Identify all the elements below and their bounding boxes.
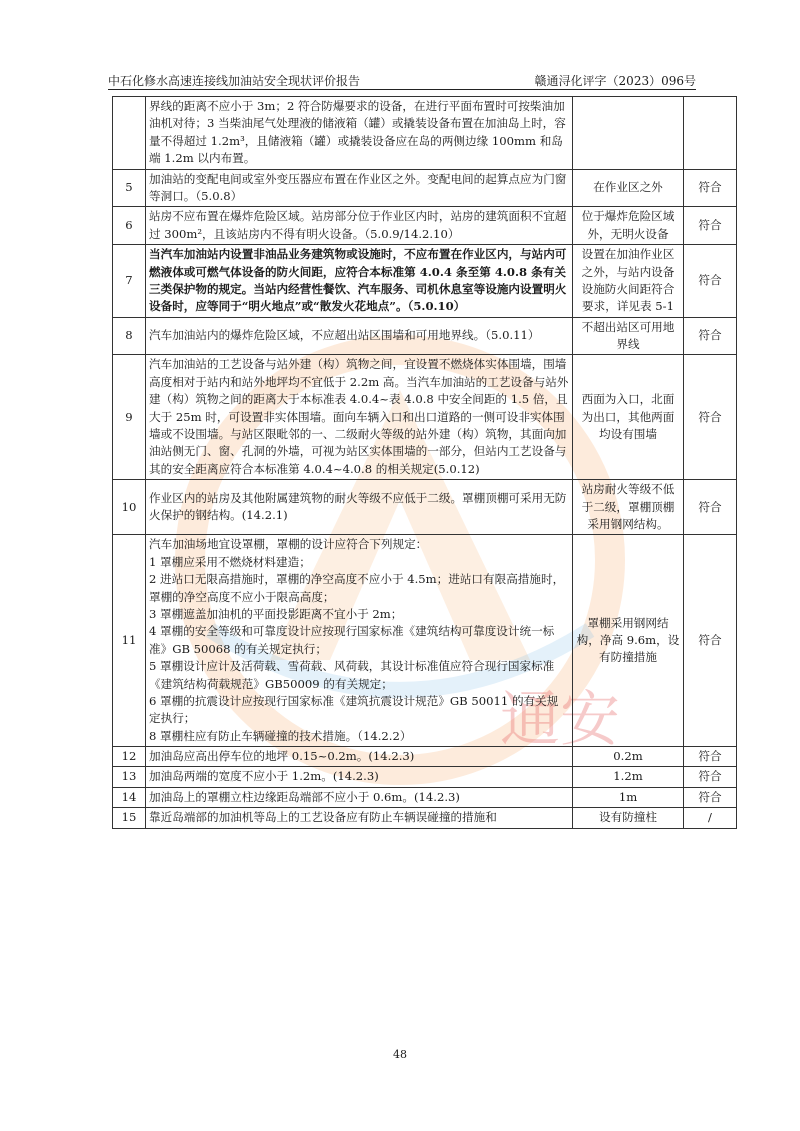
requirement-cell bbox=[146, 317, 573, 355]
requirement-text: 8 罩棚柱应有防止车辆碰撞的技术措施。（14.2.2） bbox=[149, 728, 412, 743]
actual-condition-cell bbox=[573, 97, 684, 170]
requirement-cell bbox=[146, 355, 573, 480]
table-row bbox=[113, 169, 737, 207]
requirement-text: 站房不应布置在爆炸危险区域。站房部分位于作业区内时，站房的建筑面积不宜超过 300m²，且该站房内不得有明火设备。（5.0.9/14.2.10） bbox=[149, 209, 567, 241]
actual-condition-cell: 设置在加油作业区之外，与站内设备设施防火间距符合要求，详见表 5-1 bbox=[573, 245, 684, 318]
table-row bbox=[113, 747, 737, 767]
result-cell: 符合 bbox=[684, 245, 737, 318]
table-row bbox=[113, 480, 737, 535]
result-cell: 符合 bbox=[684, 169, 737, 207]
row-number: 11 bbox=[113, 535, 146, 747]
result-cell: 符合 bbox=[684, 535, 737, 747]
actual-condition-cell: 西面为入口，北面为出口，其他两面均设有围墙 bbox=[573, 355, 684, 480]
row-number: 10 bbox=[113, 480, 146, 535]
table-row bbox=[113, 245, 737, 318]
watermark-text: 通安 bbox=[500, 686, 620, 753]
requirement-text: 作业区内的站房及其他附属建筑物的耐火等级不应低于二级。罩棚顶棚可采用无防火保护的钢结构。(14.2.1) bbox=[149, 490, 567, 523]
row-number: 6 bbox=[113, 207, 146, 245]
requirement-cell bbox=[146, 747, 573, 767]
actual-condition-cell: 0.2m bbox=[573, 747, 684, 767]
requirement-text: 5 罩棚设计应计及活荷载、雪荷载、风荷载，其设计标准值应符合现行国家标准《建筑结构荷载规范》GB50009 的有关规定； bbox=[149, 659, 555, 691]
row-number: 9 bbox=[113, 355, 146, 480]
requirement-text: 靠近岛端部的加油机等岛上的工艺设备应有防止车辆误碰撞的措施和 bbox=[149, 810, 497, 825]
requirement-cell bbox=[146, 245, 573, 318]
table-row bbox=[113, 97, 737, 170]
requirement-cell bbox=[146, 97, 573, 170]
requirement-cell bbox=[146, 480, 573, 535]
table-row bbox=[113, 767, 737, 787]
requirement-cell bbox=[146, 787, 573, 807]
requirement-text: 加油岛上的罩棚立柱边缘距岛端部不应小于 0.6m。(14.2.3) bbox=[149, 789, 460, 804]
row-number: 7 bbox=[113, 245, 146, 318]
result-cell: 符合 bbox=[684, 355, 737, 480]
table-row bbox=[113, 535, 737, 747]
requirement-cell bbox=[146, 207, 573, 245]
table-row bbox=[113, 317, 737, 355]
inspection-table bbox=[112, 96, 737, 829]
actual-condition-cell: 设有防撞柱 bbox=[573, 808, 684, 828]
requirement-text: 6 罩棚的抗震设计应按现行国家标准《建筑抗震设计规范》GB 50011 的有关规定执行； bbox=[149, 693, 559, 726]
table-row bbox=[113, 207, 737, 245]
actual-condition-cell: 1.2m bbox=[573, 767, 684, 787]
page-number: 48 bbox=[393, 1048, 407, 1061]
actual-condition-cell: 罩棚采用钢网结构，净高 9.6m，设有防撞措施 bbox=[573, 535, 684, 747]
row-number: 12 bbox=[113, 747, 146, 767]
result-cell: 符合 bbox=[684, 207, 737, 245]
row-number: 5 bbox=[113, 169, 146, 207]
requirement-text: 加油站的变配电间或室外变压器应布置在作业区之外。变配电间的起算点应为门窗等洞口。（5.0.8） bbox=[149, 171, 567, 203]
requirement-text: 3 罩棚遮盖加油机的平面投影距离不宜小于 2m； bbox=[149, 606, 403, 621]
result-cell bbox=[684, 97, 737, 170]
actual-condition-cell: 不超出站区可用地界线 bbox=[573, 317, 684, 355]
report-title: 中石化修水高速连接线加油站安全现状评价报告 bbox=[108, 74, 361, 88]
row-number: 13 bbox=[113, 767, 146, 787]
page-header bbox=[108, 70, 696, 90]
actual-condition-cell: 位于爆炸危险区域外，无明火设备 bbox=[573, 207, 684, 245]
requirement-cell bbox=[146, 169, 573, 207]
actual-condition-cell: 站房耐火等级不低于二级，罩棚顶棚采用钢网结构。 bbox=[573, 480, 684, 535]
actual-condition-cell: 1m bbox=[573, 787, 684, 807]
row-number: 8 bbox=[113, 317, 146, 355]
requirement-text: 界线的距离不应小于 3m；2 符合防爆要求的设备，在进行平面布置时可按柴油加油机对待；3 当柴油尾气处理液的储液箱（罐）或撬装设备布置在加油岛上时，容量不得超过 1.2m³，且储液箱（罐）或撬装设备应在岛的两侧边缘 100mm 和岛端 1.2m 以内布置。 bbox=[149, 99, 566, 166]
actual-condition-cell: 在作业区之外 bbox=[573, 169, 684, 207]
requirement-text: 当汽车加油站内设置非油品业务建筑物或设施时，不应布置在作业区内，与站内可燃液体或可燃气体设备的防火间距，应符合本标准第 4.0.4 条至第 4.0.8 条有关三类保护物的规定。当站内经营性餐饮、汽车服务、司机休息室等设施内设置明火设备时，应等同于“明火地点”或“散发火花地点”。（5.0.10） bbox=[149, 247, 567, 314]
requirement-text: 加油岛应高出停车位的地坪 0.15~0.2m。(14.2.3) bbox=[149, 749, 415, 764]
requirement-text: 加油岛两端的宽度不应小于 1.2m。(14.2.3) bbox=[149, 769, 379, 784]
requirement-text: 汽车加油站的工艺设备与站外建（构）筑物之间，宜设置不燃烧体实体围墙，围墙高度相对于站内和站外地坪均不宜低于 2.2m 高。当汽车加油站的工艺设备与站外建（构）筑物之间的距离大于本标准表 4.0.4~表 4.0.8 中安全间距的 1.5 倍，且大于 25m 时，可设置非实体围墙。面向车辆入口和出口道路的一侧可设非实体围墙或不设围墙。与站区限毗邻的一、二级耐火等级的站外建（构）筑物，其面向加油站侧无门、窗、孔洞的外墙，可视为站区实体围墙的一部分，但站内工艺设备与其的安全距离应符合本标准第 4.0.4~4.0.8 的相关规定(5.0.12) bbox=[149, 357, 569, 476]
requirement-cell bbox=[146, 767, 573, 787]
result-cell: 符合 bbox=[684, 317, 737, 355]
requirement-text: 1 罩棚应采用不燃烧材料建造； bbox=[149, 554, 311, 569]
report-number: 赣通浔化评字（2023）096号 bbox=[534, 74, 696, 88]
requirement-text: 汽车加油站内的爆炸危险区域，不应超出站区围墙和可用地界线。（5.0.11） bbox=[149, 328, 540, 343]
requirement-cell bbox=[146, 808, 573, 828]
requirement-text: 汽车加油场地宜设罩棚，罩棚的设计应符合下列规定： bbox=[149, 537, 428, 552]
row-number: 15 bbox=[113, 808, 146, 828]
table-row bbox=[113, 787, 737, 807]
result-cell: / bbox=[684, 808, 737, 828]
requirement-text: 2 进站口无限高措施时，罩棚的净空高度不应小于 4.5m；进站口有限高措施时，罩棚的净空高度不应小于限高高度； bbox=[149, 572, 565, 604]
row-number bbox=[113, 97, 146, 170]
requirement-cell bbox=[146, 535, 573, 747]
requirement-text: 4 罩棚的安全等级和可靠度设计应按现行国家标准《建筑结构可靠度设计统一标准》GB 50068 的有关规定执行； bbox=[149, 624, 555, 656]
row-number: 14 bbox=[113, 787, 146, 807]
table-row bbox=[113, 808, 737, 828]
result-cell: 符合 bbox=[684, 787, 737, 807]
result-cell: 符合 bbox=[684, 767, 737, 787]
result-cell: 符合 bbox=[684, 480, 737, 535]
table-row bbox=[113, 355, 737, 480]
result-cell: 符合 bbox=[684, 747, 737, 767]
